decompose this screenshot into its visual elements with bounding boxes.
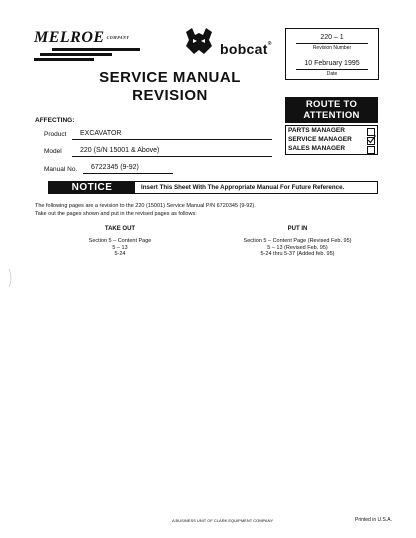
- footer-business-unit: A BUSINESS UNIT OF CLARK EQUIPMENT COMPANY: [172, 518, 274, 523]
- registered-mark: ®: [267, 41, 272, 47]
- notice-label: NOTICE: [49, 182, 135, 193]
- revision-number: 220 – 1: [320, 34, 344, 41]
- revision-number-line: [296, 43, 368, 44]
- product-label: Product: [44, 131, 67, 138]
- melroe-logo: [34, 30, 144, 66]
- put-in-item: 5-24 thru 5-37 (Added feb. 95): [260, 251, 335, 257]
- put-in-heading: PUT IN: [287, 226, 308, 232]
- page-title: [60, 69, 280, 105]
- take-out-heading: TAKE OUT: [104, 226, 136, 232]
- checkmark-icon: [367, 135, 376, 144]
- manual-number-field: [83, 164, 173, 174]
- route-heading-line-1: ROUTE TO: [305, 99, 358, 110]
- footer-printed-in: Printed in U.S.A.: [355, 517, 392, 523]
- take-out-item: Section 5 – Content Page: [88, 238, 152, 244]
- revision-box: [285, 28, 379, 80]
- revision-number-label: Revision Number: [312, 45, 352, 51]
- melroe-logo-company: COMPANY: [106, 35, 130, 41]
- model-label: Model: [44, 148, 62, 155]
- melroe-logo-bar: [52, 48, 140, 51]
- revision-date: 10 February 1995: [304, 60, 360, 67]
- route-list: [285, 125, 378, 155]
- title-line-2: REVISION: [132, 87, 208, 104]
- model-field: [72, 147, 272, 157]
- revision-date-line: [296, 69, 368, 70]
- affecting-heading: AFFECTING:: [35, 117, 75, 124]
- product-value: EXCAVATOR: [80, 130, 122, 137]
- product-field: [72, 130, 272, 140]
- scan-artifact-mark: [8, 268, 14, 288]
- sales-manager-checkbox[interactable]: [367, 146, 375, 154]
- put-in-item: 5 – 13 (Revised Feb. 95): [267, 244, 328, 251]
- manual-number-value: 6722345 (9-92): [91, 164, 139, 171]
- manual-number-label: Manual No.: [44, 166, 78, 173]
- body-text-line-2: Take out the pages shown and put in the revised pages as follows:: [35, 211, 197, 217]
- melroe-logo-word: MELROE: [34, 29, 105, 46]
- model-value: 220 (S/N 15001 & Above): [80, 147, 160, 154]
- bobcat-head-icon: [182, 26, 216, 56]
- route-item-sales-manager: SALES MANAGER: [288, 145, 346, 152]
- service-manager-checkbox[interactable]: [367, 137, 375, 145]
- title-line-1: SERVICE MANUAL: [99, 69, 241, 86]
- take-out-item: 5-24: [114, 251, 126, 257]
- take-out-item: 5 – 13: [112, 244, 128, 251]
- body-text-line-1: The following pages are a revision to the 220 (15001) Service Manual P/N 6720345 (9-92).: [35, 203, 256, 209]
- route-heading-line-2: ATTENTION: [303, 110, 360, 121]
- route-item-parts-manager: PARTS MANAGER: [288, 127, 345, 134]
- notice-text: Insert This Sheet With The Appropriate Manual For Future Reference.: [141, 184, 345, 191]
- bobcat-logo-text: bobcat: [220, 41, 268, 57]
- route-item-service-manager: SERVICE MANAGER: [288, 136, 352, 143]
- bobcat-logo-word: [220, 41, 272, 57]
- put-in-column: [225, 226, 370, 258]
- revision-date-label: Date: [326, 71, 338, 77]
- put-in-item: Section 5 – Content Page (Revised Feb. 95): [243, 238, 352, 244]
- route-to-attention-heading: [285, 97, 378, 123]
- take-out-column: [60, 226, 180, 258]
- notice-bar: [48, 181, 378, 194]
- melroe-logo-bar: [34, 58, 94, 61]
- melroe-logo-bar: [40, 53, 112, 56]
